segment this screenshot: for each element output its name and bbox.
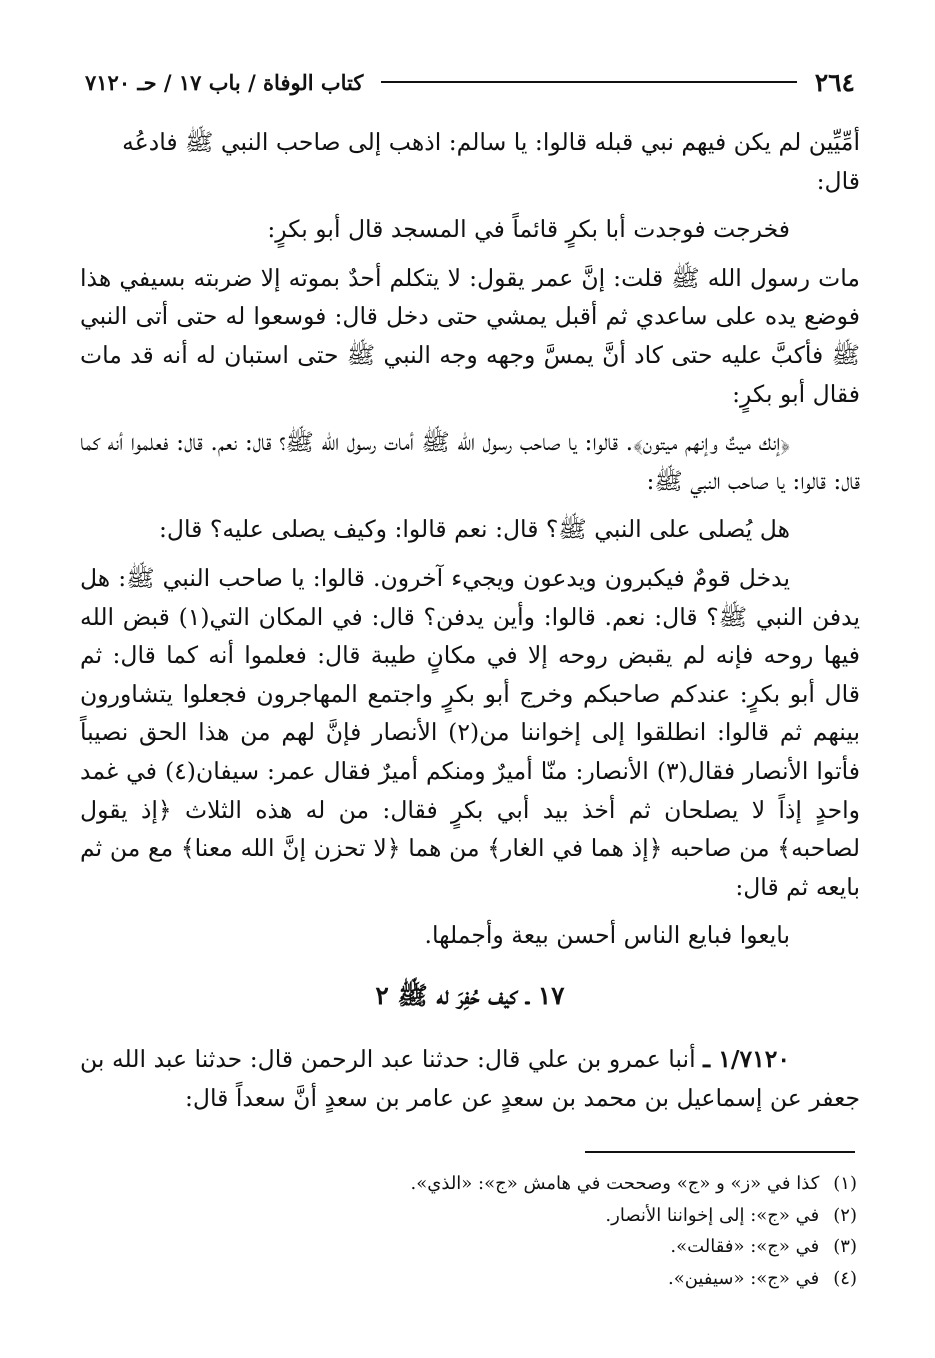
footnote-text: في «ج»: «فقالت». (670, 1236, 820, 1257)
footnote (77, 1168, 857, 1200)
footnote-text: في «ج»: إلى إخواننا الأنصار. (605, 1204, 820, 1226)
footnote-marker: (١) (833, 1173, 857, 1194)
footnote-marker: (٤) (833, 1267, 857, 1289)
page-number: ٢٦٤ (814, 67, 855, 97)
running-head: كتاب الوفاة / باب ١٧ / حـ ٧١٢٠ (85, 69, 364, 95)
header-rule (381, 81, 796, 83)
hadith-text: أنبا عمرو بن علي قال: حدثنا عبد الرحمن قال: حدثنا عبد الله بن جعفر عن إسماعيل بن محمد بن سعدٍ عن عامر بن سعدٍ أنَّ سعداً قال: (80, 1045, 860, 1112)
paragraph: يدخل قومٌ فيكبرون ويدعون ويجيء آخرون. قالوا: يا صاحب النبي ﷺ: هل يدفن النبي ﷺ؟ قال: نعم. قالوا: وأين يدفن؟ قال: في المكان التي(١) قبض الله فيها روحه فإنه لم يقبض روحه إلا في مكانٍ طيبة قال: فعلموا أنه كما قال: ثم قال أبو بكرٍ: عندكم صاحبكم وخرج أبو بكرٍ واجتمع المهاجرون فجعلوا يتشاورون بينهم ثم قالوا: انطلقوا إلى إخواننا من(٢) الأنصار فإنَّ لهم من هذا الحق نصيباً فأتوا الأنصار فقال(٣) الأنصار: منّا أميرٌ ومنكم أميرٌ فقال عمر: سيفان(٤) في غمد واحدٍ إذاً لا يصلحان ثم أخذ بيد أبي بكرٍ فقال: من له هذه الثلاث ﴿إذ يقول لصاحبه﴾ من صاحبه ﴿إذ هما في الغار﴾ من هما ﴿لا تحزن إنَّ الله معنا﴾ مع من ثم بايعه ثم قال: (80, 563, 861, 901)
paragraph: بايعوا فبايع الناس أحسن بيعة وأجملها. (424, 921, 790, 950)
paragraph: أمِّيِّين لم يكن فيهم نبي قبله قالوا: يا سالم: اذهب إلى صاحب النبي ﷺ فادعُه قال: (122, 128, 860, 195)
footnote-marker: (٢) (833, 1204, 857, 1226)
paragraph: هل يُصلى على النبي ﷺ؟ قال: نعم قالوا: وكيف يصلى عليه؟ قال: (159, 515, 790, 544)
section-heading: ١٧ ـ كيف حُفِرَ له ﷺ ٢ (375, 981, 565, 1010)
paragraph: مات رسول الله ﷺ قلت: إنَّ عمر يقول: لا يتكلم أحدٌ بموته إلا ضربته بسيفي هذا فوضع يده على ساعدي ثم أقبل يمشي حتى دخل قال: فوسعوا له حتى أتى النبي ﷺ فأكبَّ عليه حتى كاد أنَّ يمسَّ وجهه وجه النبي ﷺ حتى استبان له أنه قد مات فقال أبو بكرٍ: (80, 263, 860, 408)
hadith-number: ١/٧١٢٠ ـ (703, 1045, 790, 1073)
footnote (77, 1263, 857, 1295)
footnote-text: كذا في «ز» و «ج» وصححت في هامش «ج»: «الذي». (410, 1173, 820, 1194)
footnote (77, 1231, 857, 1263)
footnote-text: في «ج»: «سيفين». (668, 1267, 820, 1289)
paragraph: فخرجت فوجدت أبا بكرٍ قائماً في المسجد قال أبو بكرٍ: (267, 215, 790, 244)
footnote-rule (585, 1151, 855, 1153)
paragraph: ﴿إنك ميتٌ وإنهم ميتون﴾. قالوا: يا صاحب رسول الله ﷺ أمات رسول الله ﷺ؟ قال: نعم. قال: فعلموا أنه كما قال: قالوا: يا صاحب النبي ﷺ: (80, 428, 860, 495)
page-header (85, 62, 855, 102)
main-text (80, 123, 860, 965)
footnote-marker: (٣) (833, 1236, 857, 1257)
footnote (77, 1200, 857, 1232)
hadith-paragraph (80, 1040, 860, 1117)
footnotes (77, 1168, 857, 1294)
